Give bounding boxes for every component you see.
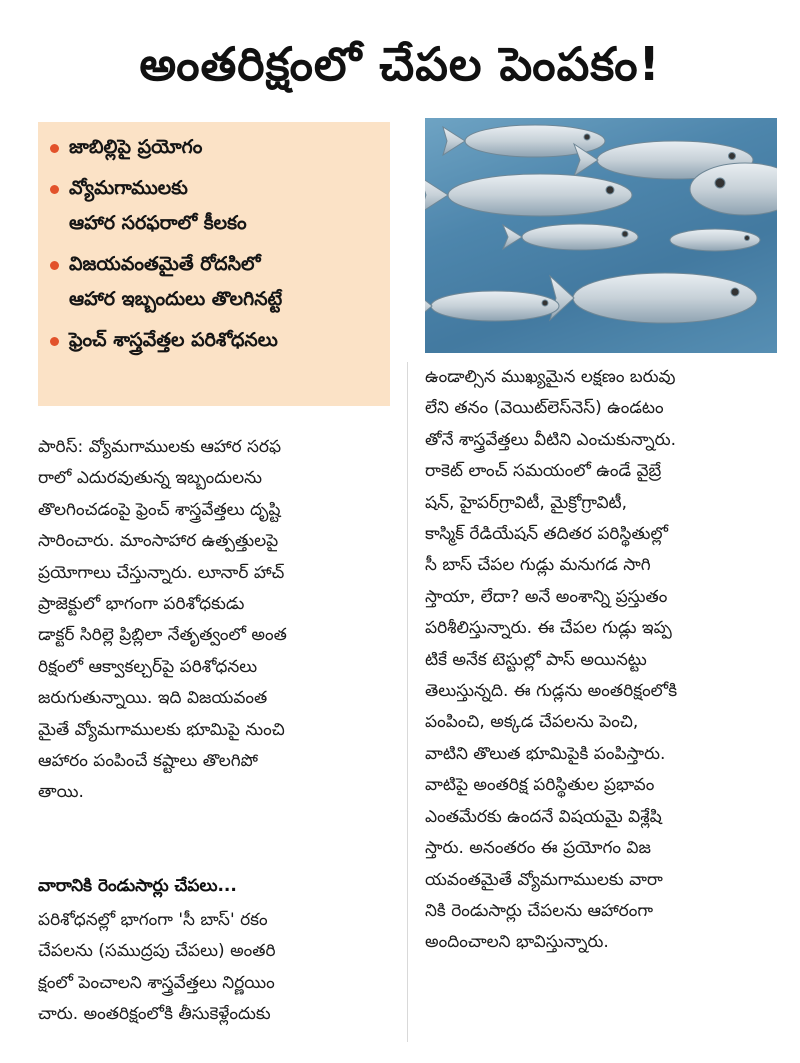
highlights-box xyxy=(38,122,390,406)
article-body-left-continued: పరిశోధనల్లో భాగంగా 'సీ బాస్' రకం చేపలను (సముద్రపు చేపలు) అంతరి క్షంలో పెంచాలని శాస్త్రవేత్తలు నిర్ణయిం చారు. అంతరిక్షంలోకి తీసుకెళ్లేందుకు xyxy=(38,910,276,1025)
highlight-text: జాబిల్లిపై ప్రయోగం xyxy=(69,136,203,158)
bullet-dot-icon xyxy=(50,144,59,153)
bullet-dot-icon xyxy=(50,337,59,346)
subheading: వారానికి రెండుసార్లు చేపలు... xyxy=(38,876,237,896)
highlight-item xyxy=(50,130,380,165)
column-divider xyxy=(407,362,408,1042)
fish-school-illustration xyxy=(425,118,777,353)
bullet-dot-icon xyxy=(50,185,59,194)
headline: అంతరిక్షంలో చేపల పెంపకం! xyxy=(139,37,661,91)
fish-school-photo xyxy=(425,118,777,353)
highlight-text: వ్యోమగాములకు ఆహార సరఫరాలో కీలకం xyxy=(69,177,247,234)
highlight-item xyxy=(50,247,380,317)
article-body-left: పారిస్: వ్యోమగాములకు ఆహార సరఫ రాలో ఎదురవుతున్న ఇబ్బందులను తొలగించడంపై ఫ్రెంచ్ శాస్త్రవేత్తలు దృష్టి సారించారు. మాంసాహార ఉత్పత్తులపై ప్రయోగాలు చేస్తున్నారు. లూనార్ హాచ్ ప్రాజెక్టులో భాగంగా పరిశోధకుడు డాక్టర్ సిరిల్లె ప్రిబ్లిలా నేతృత్వంలో అంత రిక్షంలో ఆక్వాకల్చర్‌పై పరిశోధనలు జరుగుతున్నాయి. ఇది విజయవంత మైతే వ్యోమగాములకు భూమిపై నుంచి ఆహారం పంపించే కష్టాలు తొలగిపో తాయి. xyxy=(38,437,287,803)
highlight-item xyxy=(50,171,380,241)
highlight-item xyxy=(50,323,380,358)
highlight-text: ఫ్రెంచ్ శాస్త్రవేత్తల పరిశోధనలు xyxy=(69,329,278,351)
bullet-dot-icon xyxy=(50,261,59,270)
fish-8 xyxy=(670,229,760,251)
highlight-text: విజయవంతమైతే రోదసిలో ఆహార ఇబ్బందులు తొలగినట్టే xyxy=(69,253,283,310)
article-body-right: ఉండాల్సిన ముఖ్యమైన లక్షణం బరువు లేని తనం (వెయిట్‌లెస్‌నెస్) ఉండటం తోనే శాస్త్రవేత్తలు వీటిని ఎంచుకున్నారు. రాకెట్ లాంచ్ సమయంలో ఉండే వైబ్రే షన్, హైపర్‌గ్రావిటీ, మైక్రోగ్రావిటీ, కాస్మిక్ రేడియేషన్ తదితర పరిస్థితుల్లో సీ బాస్ చేపల గుడ్లు మనుగడ సాగి స్తాయా, లేదా? అనే అంశాన్ని ప్రస్తుతం పరిశీలిస్తున్నారు. ఈ చేపల గుడ్లు ఇప్ప టికే అనేక టెస్టుల్లో పాస్ అయినట్టు తెలుస్తున్నది. ఈ గుడ్లను అంతరిక్షంలోకి పంపించి, అక్కడ చేపలను పెంచి, వాటిని తొలుత భూమిపైకి పంపిస్తారు. వాటిపై అంతరిక్ష పరిస్థితుల ప్రభావం ఎంతమేరకు ఉందనే విషయమై విశ్లేషి స్తారు. అనంతరం ఈ ప్రయోగం విజ యవంతమైతే వ్యోమగాములకు వారా నికి రెండుసార్లు చేపలను ఆహారంగా అందించాలని భావిస్తున్నారు. xyxy=(425,367,678,953)
